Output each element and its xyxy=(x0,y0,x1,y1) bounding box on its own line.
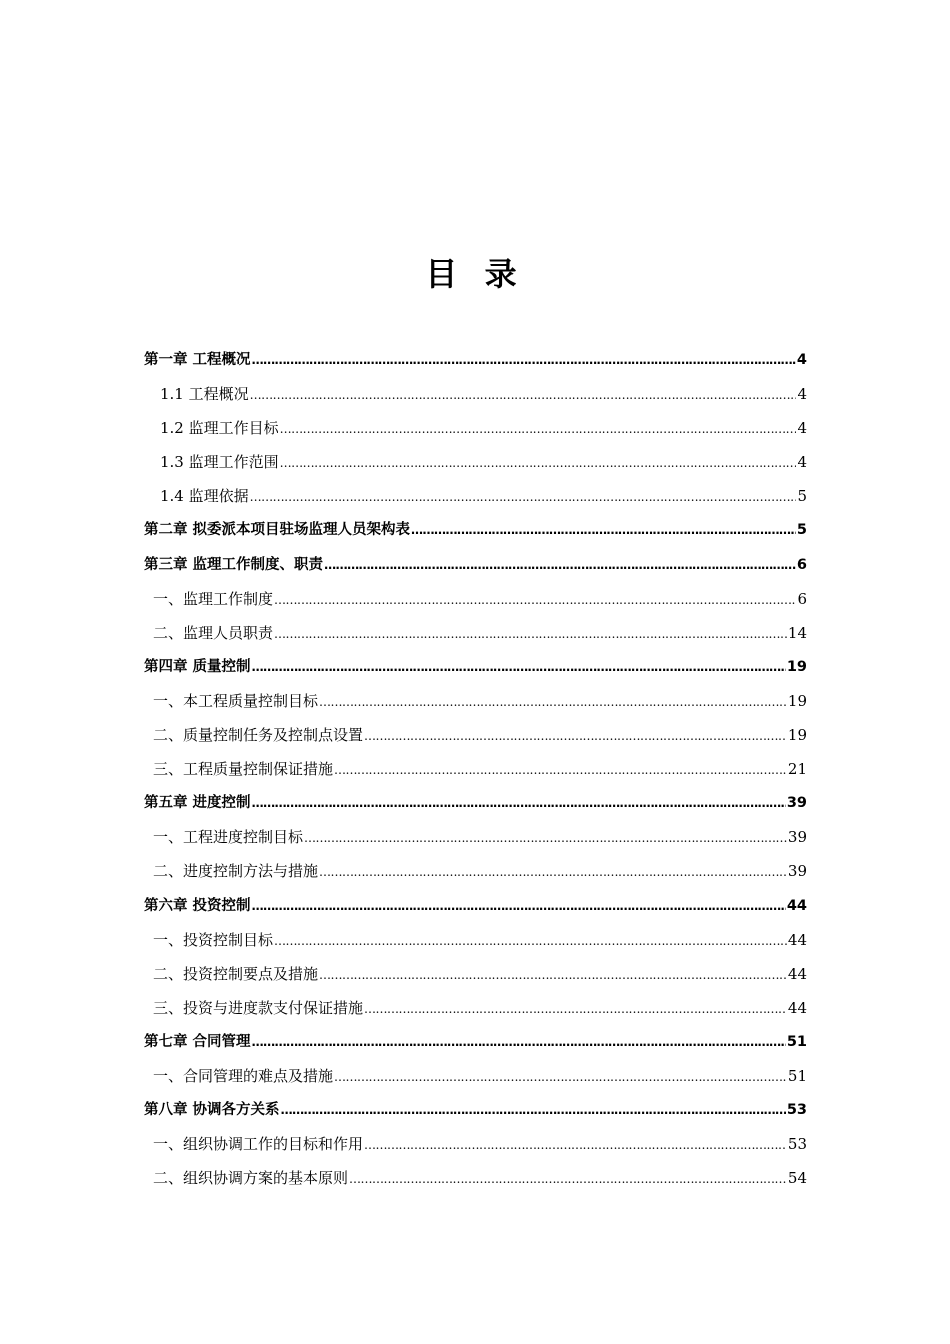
toc-dot-leader xyxy=(274,924,787,958)
toc-dot-leader xyxy=(252,889,786,923)
toc-entry-page-number: 6 xyxy=(797,589,807,608)
toc-title: 目 录 xyxy=(425,255,525,293)
toc-entry-page-number: 5 xyxy=(796,522,807,539)
toc-dot-leader xyxy=(250,480,797,514)
toc-section-entry[interactable] xyxy=(144,411,807,445)
toc-entry-page-number: 4 xyxy=(796,352,807,368)
toc-section-entry[interactable] xyxy=(144,718,807,752)
toc-section-entry[interactable] xyxy=(144,582,807,616)
toc-entry-page-number: 51 xyxy=(787,1066,807,1085)
toc-section-entry[interactable] xyxy=(144,854,807,888)
toc-entry-page-number: 44 xyxy=(787,998,807,1017)
toc-entry-label: 一、合同管理的难点及措施 xyxy=(153,1066,334,1085)
toc-entry-page-number: 39 xyxy=(786,795,807,812)
toc-dot-leader xyxy=(281,1093,786,1127)
toc-dot-leader xyxy=(280,446,797,480)
toc-section-entry[interactable] xyxy=(144,923,807,957)
toc-entry-label: 一、工程进度控制目标 xyxy=(153,828,304,847)
toc-chapter-entry[interactable] xyxy=(144,1025,807,1059)
toc-dot-leader xyxy=(334,1060,787,1094)
toc-section-entry[interactable] xyxy=(144,684,807,718)
toc-dot-leader xyxy=(274,617,787,651)
toc-entry-label: 1.3 监理工作范围 xyxy=(160,453,279,472)
toc-dot-leader xyxy=(280,412,797,446)
toc-entry-page-number: 19 xyxy=(786,658,807,675)
toc-dot-leader xyxy=(324,548,796,582)
toc-chapter-entry[interactable] xyxy=(144,786,807,820)
toc-entry-page-number: 39 xyxy=(787,862,807,881)
toc-dot-leader xyxy=(364,1128,787,1162)
toc-dot-leader xyxy=(364,719,787,753)
toc-entry-label: 三、工程质量控制保证措施 xyxy=(153,760,334,779)
toc-entry-label: 第一章 工程概况 xyxy=(144,352,251,368)
toc-entry-page-number: 39 xyxy=(787,828,807,847)
toc-entry-page-number: 44 xyxy=(786,897,807,914)
toc-dot-leader xyxy=(252,786,786,820)
toc-entry-label: 1.4 监理依据 xyxy=(160,487,249,506)
toc-section-entry[interactable] xyxy=(144,991,807,1025)
toc-entry-label: 第七章 合同管理 xyxy=(144,1033,251,1050)
toc-dot-leader xyxy=(252,1025,786,1059)
toc-entry-label: 1.2 监理工作目标 xyxy=(160,419,279,438)
toc-section-entry[interactable] xyxy=(144,616,807,650)
toc-dot-leader xyxy=(319,958,787,992)
toc-chapter-entry[interactable] xyxy=(144,343,807,377)
toc-entry-label: 第五章 进度控制 xyxy=(144,795,251,812)
toc-entry-page-number: 6 xyxy=(796,556,807,573)
toc-dot-leader xyxy=(411,513,796,547)
toc-entry-page-number: 4 xyxy=(797,453,807,472)
toc-entry-page-number: 53 xyxy=(787,1135,807,1154)
toc-section-entry[interactable] xyxy=(144,1127,807,1161)
toc-dot-leader xyxy=(334,753,787,787)
toc-list xyxy=(144,343,807,1195)
toc-dot-leader xyxy=(364,992,787,1026)
toc-chapter-entry[interactable] xyxy=(144,548,807,582)
toc-section-entry[interactable] xyxy=(144,377,807,411)
toc-section-entry[interactable] xyxy=(144,1161,807,1195)
toc-chapter-entry[interactable] xyxy=(144,650,807,684)
toc-entry-label: 一、监理工作制度 xyxy=(153,589,274,608)
toc-entry-label: 一、本工程质量控制目标 xyxy=(153,691,319,710)
toc-chapter-entry[interactable] xyxy=(144,1093,807,1127)
toc-entry-label: 二、质量控制任务及控制点设置 xyxy=(153,726,364,745)
toc-entry-page-number: 44 xyxy=(787,930,807,949)
toc-entry-page-number: 19 xyxy=(787,691,807,710)
toc-dot-leader xyxy=(252,650,786,684)
toc-entry-label: 二、进度控制方法与措施 xyxy=(153,862,319,881)
toc-dot-leader xyxy=(319,685,787,719)
toc-entry-page-number: 14 xyxy=(787,623,807,642)
toc-entry-page-number: 4 xyxy=(797,419,807,438)
toc-dot-leader xyxy=(250,378,797,412)
toc-chapter-entry[interactable] xyxy=(144,513,807,547)
toc-chapter-entry[interactable] xyxy=(144,889,807,923)
toc-section-entry[interactable] xyxy=(144,752,807,786)
toc-entry-label: 二、组织协调方案的基本原则 xyxy=(153,1169,349,1188)
toc-entry-label: 第八章 协调各方关系 xyxy=(144,1102,280,1119)
toc-entry-page-number: 51 xyxy=(786,1033,807,1050)
toc-entry-label: 1.1 工程概况 xyxy=(160,385,249,404)
toc-dot-leader xyxy=(304,821,787,855)
toc-section-entry[interactable] xyxy=(144,445,807,479)
toc-entry-page-number: 44 xyxy=(787,964,807,983)
toc-dot-leader xyxy=(349,1162,787,1196)
toc-entry-page-number: 53 xyxy=(786,1102,807,1119)
toc-entry-page-number: 5 xyxy=(797,487,807,506)
toc-entry-page-number: 21 xyxy=(787,760,807,779)
toc-entry-label: 三、投资与进度款支付保证措施 xyxy=(153,998,364,1017)
toc-entry-page-number: 19 xyxy=(787,726,807,745)
toc-entry-label: 二、监理人员职责 xyxy=(153,623,274,642)
toc-section-entry[interactable] xyxy=(144,957,807,991)
toc-entry-label: 第四章 质量控制 xyxy=(144,658,251,675)
toc-entry-label: 第三章 监理工作制度、职责 xyxy=(144,556,324,573)
toc-entry-page-number: 4 xyxy=(797,385,807,404)
toc-entry-page-number: 54 xyxy=(787,1169,807,1188)
toc-entry-label: 第六章 投资控制 xyxy=(144,897,251,914)
toc-entry-label: 一、组织协调工作的目标和作用 xyxy=(153,1135,364,1154)
toc-section-entry[interactable] xyxy=(144,820,807,854)
toc-dot-leader xyxy=(274,583,796,617)
toc-section-entry[interactable] xyxy=(144,1059,807,1093)
toc-dot-leader xyxy=(319,855,787,889)
toc-section-entry[interactable] xyxy=(144,479,807,513)
toc-entry-label: 二、投资控制要点及措施 xyxy=(153,964,319,983)
toc-entry-label: 第二章 拟委派本项目驻场监理人员架构表 xyxy=(144,522,411,539)
toc-entry-label: 一、投资控制目标 xyxy=(153,930,274,949)
toc-dot-leader xyxy=(252,343,796,377)
